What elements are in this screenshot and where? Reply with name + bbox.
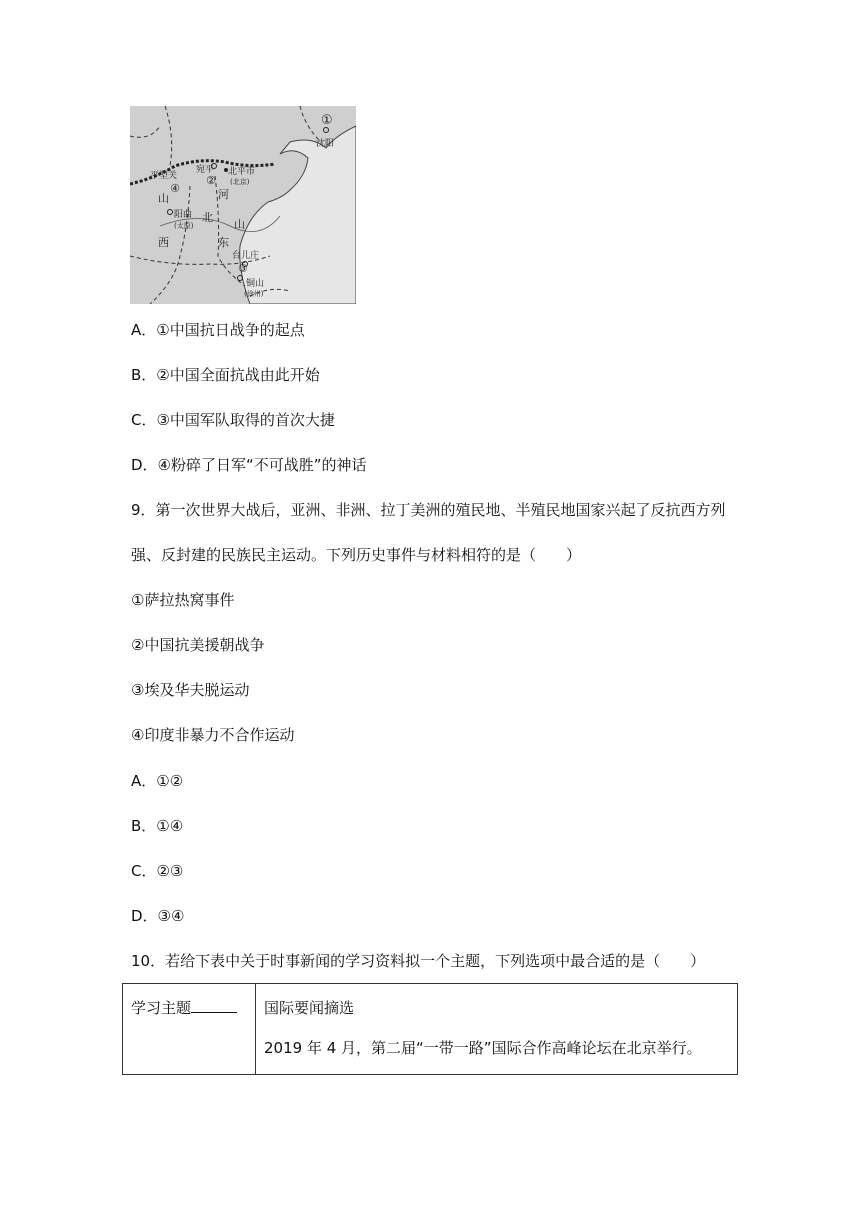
q9-item-4: ④印度非暴力不合作运动 bbox=[131, 726, 295, 744]
q9-item-1: ①萨拉热窝事件 bbox=[131, 591, 235, 609]
news-item: 2019 年 4 月，第二届“一带一路”国际合作高峰论坛在北京举行。 bbox=[264, 1039, 702, 1057]
topic-blank bbox=[191, 998, 237, 1013]
topic-label: 学习主题 bbox=[131, 999, 192, 1017]
map-label-shan: 山 bbox=[158, 192, 169, 205]
map-label-wanping: 宛平 bbox=[196, 165, 215, 175]
q9-option-b: B．①④ bbox=[131, 817, 184, 835]
map-svg bbox=[130, 106, 356, 304]
q9-stem-line2: 强、反封建的民族民主运动。下列历史事件与材料相符的是（ ） bbox=[131, 546, 582, 564]
map-marker-2: ② bbox=[206, 174, 216, 187]
map-label-beiping: 北平市 bbox=[228, 167, 256, 177]
q10-stem: 10．若给下表中关于时事新闻的学习资料拟一个主题，下列选项中最合适的是（ ） bbox=[131, 952, 706, 970]
map-label-bei: 北 bbox=[202, 211, 213, 224]
q9-option-d: D．③④ bbox=[131, 907, 185, 925]
map-label-tongshan: 铜山 bbox=[246, 279, 265, 289]
map-label-taierzhuang: 台儿庄 bbox=[232, 251, 260, 261]
news-header: 国际要闻摘选 bbox=[264, 999, 355, 1017]
q8-option-b: B．②中国全面抗战由此开始 bbox=[131, 366, 320, 384]
map-label-taiyuan: (太原) bbox=[174, 222, 194, 230]
map-label-xi: 西 bbox=[158, 236, 169, 249]
map-label-he: 河 bbox=[218, 188, 229, 201]
map-label-shenyang: 沈阳 bbox=[316, 139, 335, 149]
news-cell bbox=[256, 984, 738, 1075]
q9-item-3: ③埃及华夫脱运动 bbox=[131, 681, 250, 699]
map-marker-1: ① bbox=[321, 113, 333, 128]
map-label-shan2: 山 bbox=[234, 218, 245, 231]
map-label-dong: 东 bbox=[218, 236, 229, 249]
map-label-yangqu: 阳曲 bbox=[174, 210, 193, 220]
q9-stem-line1: 9．第一次世界大战后，亚洲、非洲、拉丁美洲的殖民地、半殖民地国家兴起了反抗西方列 bbox=[131, 501, 726, 519]
map-label-xuzhou: (徐州) bbox=[244, 290, 264, 298]
news-table bbox=[122, 983, 738, 1075]
q8-option-a: A．①中国抗日战争的起点 bbox=[131, 321, 305, 339]
q9-option-a: A．①② bbox=[131, 772, 184, 790]
map-marker-3: ③ bbox=[238, 262, 248, 275]
q9-option-c: C．②③ bbox=[131, 862, 184, 880]
q8-option-d: D．④粉碎了日军“不可战胜”的神话 bbox=[131, 456, 367, 474]
map-figure bbox=[130, 106, 356, 304]
map-label-pingxingguan: 平型关 bbox=[150, 171, 178, 181]
q9-item-2: ②中国抗美援朝战争 bbox=[131, 636, 265, 654]
map-marker-4: ④ bbox=[170, 182, 180, 195]
topic-cell bbox=[123, 984, 256, 1075]
map-label-beijing: (北京) bbox=[230, 178, 250, 186]
q8-option-c: C．③中国军队取得的首次大捷 bbox=[131, 411, 335, 429]
